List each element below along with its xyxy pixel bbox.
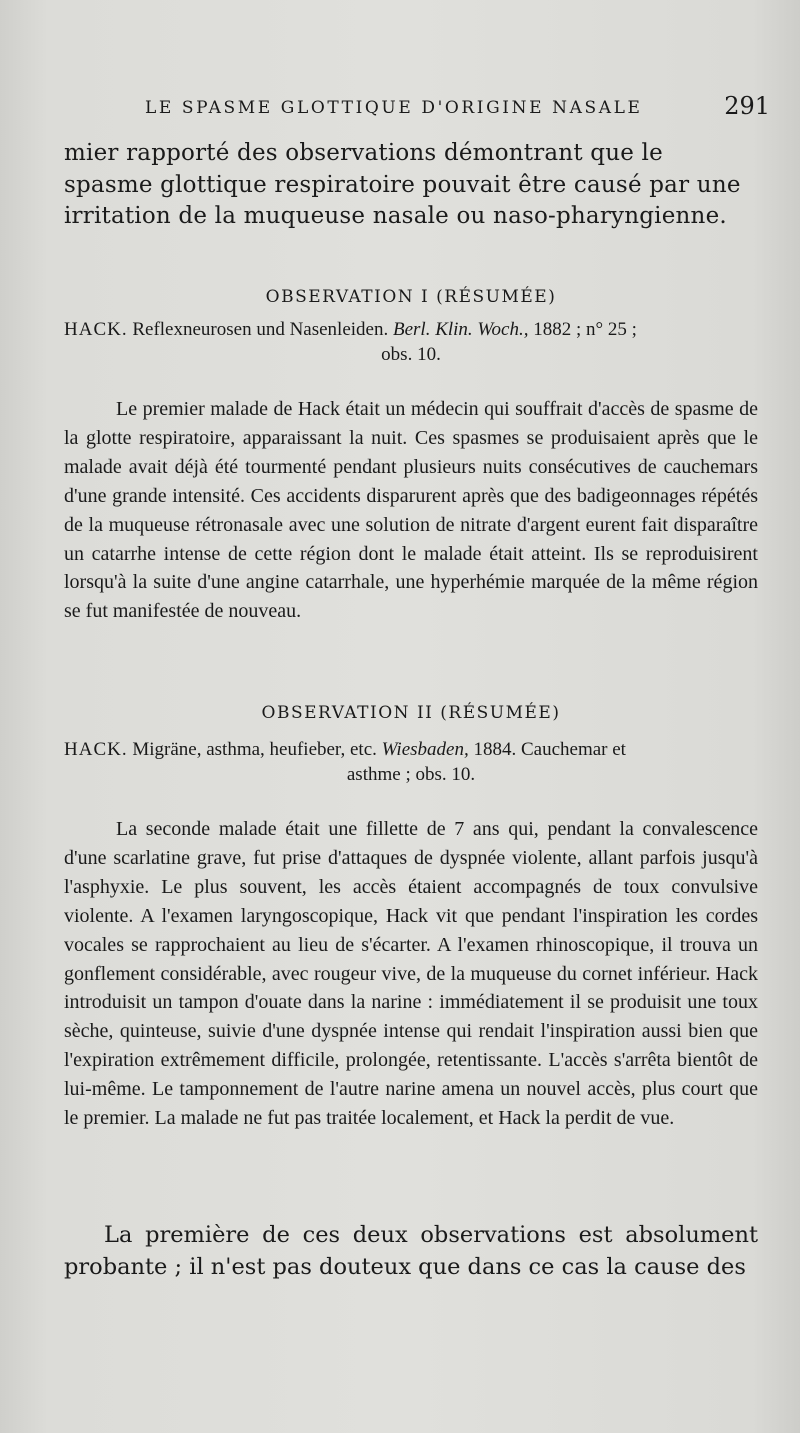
citation-title: Migräne, asthma, heufieber, etc. xyxy=(132,739,377,760)
page-header xyxy=(145,92,770,130)
citation-title: Reflexneurosen und Nasenleiden. xyxy=(132,319,389,340)
intro-text: mier rapporté des observations démontrant que le spasme glottique respiratoire pouvait être causé par une irritation de la muqueuse nasale ou naso-pharyngienne. xyxy=(64,140,741,229)
conclusion-text: La première de ces deux observations est absolument probante ; il n'est pas douteux que dans ce cas la cause des xyxy=(64,1222,758,1280)
page-number: 291 xyxy=(724,92,770,120)
citation-author: HACK. xyxy=(64,739,128,760)
observation-2-body xyxy=(64,815,758,1133)
observation-1-citation xyxy=(64,317,758,367)
observation-2-text: La seconde malade était une fillette de 7 ans qui, pendant la convalescence d'une scarlatine grave, fut prise d'attaques de dyspnée violente, allant parfois jusqu'à l'asphyxie. Le plus souvent, les accès étaient accompagnés de toux convulsive violente. A l'examen laryngoscopique, Hack vit que pendant l'inspiration les cordes vocales se rapprochaient au lieu de s'écarter. A l'examen rhinoscopique, il trouva un gonflement considérable, avec rougeur vive, de la muqueuse du cornet inférieur. Hack introduisit un tampon d'ouate dans la narine : immédiatement il se produisit une toux sèche, quinteuse, suivie d'une dyspnée intense qui rendait l'inspiration aussi bien que l'expiration extrêmement difficile, prolongée, retentissante. L'accès s'arrêta bientôt de lui-même. Le tamponnement de l'autre narine amena un nouvel accès, plus court que le premier. La malade ne fut pas traitée localement, et Hack la perdit de vue. xyxy=(64,818,758,1130)
observation-2-citation xyxy=(64,737,758,787)
observation-1-text: Le premier malade de Hack était un médecin qui souffrait d'accès de spasme de la glotte respiratoire, apparaissant la nuit. Ces spasmes se produisaient après que le malade avait déjà été tourmenté pendant plusieurs nuits consécutives de cauchemars d'une grande intensité. Ces accidents disparurent après que des badigeonnages répétés de la muqueuse rétronasale avec une solution de nitrate d'argent eurent fait disparaître un catarrhe intense de cette région dont le malade était atteint. Ils se reproduisirent lorsqu'à la suite d'une angine catarrhale, une hyperhémie marquée de la même région se fut manifestée de nouveau. xyxy=(64,398,758,623)
citation-author: HACK. xyxy=(64,319,128,340)
citation-details: 1882 ; n° 25 ; xyxy=(533,319,637,340)
observation-2-title: OBSERVATION II (RÉSUMÉE) xyxy=(261,703,561,723)
citation-details: 1884. Cauchemar et xyxy=(473,739,626,760)
conclusion-paragraph xyxy=(64,1219,758,1283)
intro-paragraph xyxy=(64,138,758,233)
observation-1-title: OBSERVATION I (RÉSUMÉE) xyxy=(265,287,557,307)
observation-1-body xyxy=(64,395,758,626)
citation-obs: asthme ; obs. 10. xyxy=(346,764,476,785)
citation-journal: Wiesbaden, xyxy=(381,739,469,760)
running-title: LE SPASME GLOTTIQUE D'ORIGINE NASALE xyxy=(145,98,643,118)
citation-journal: Berl. Klin. Woch., xyxy=(392,319,529,340)
citation-obs: obs. 10. xyxy=(381,344,441,365)
